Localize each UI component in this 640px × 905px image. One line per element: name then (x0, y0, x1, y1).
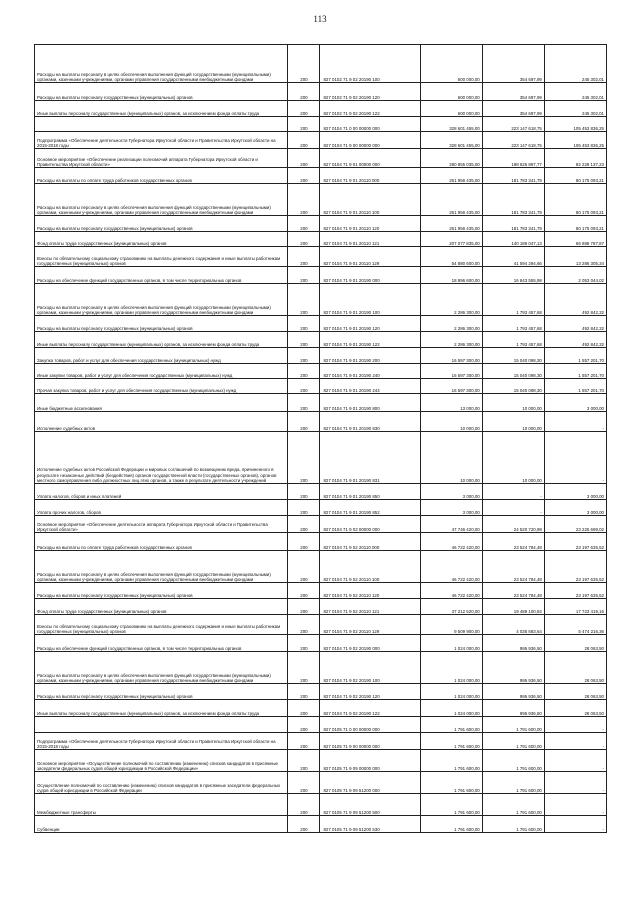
row-done: 4 035 683,64 (482, 615, 544, 635)
row-rest: - (544, 733, 606, 750)
row-done: - (482, 484, 544, 500)
row-rest: 80 175 093,21 (544, 168, 606, 184)
row-name: Фонд оплаты труда государственных (муниципальных) органов (35, 232, 288, 247)
row-rest: 28 063,50 (544, 700, 606, 717)
row-done: 354 697,99 (482, 83, 544, 101)
row-name: Прочая закупка товаров, работ и услуг для обеспечения государственных (муниципальных) нужд (35, 379, 288, 394)
row-done: 23 524 784,48 (482, 533, 544, 551)
row-name: Исполнение судебных актов (35, 412, 288, 432)
row-code: 200 (288, 348, 320, 364)
table-row (35, 348, 607, 364)
row-name: Подпрограмма «Обеспечение деятельности Губернатора Иркутской области и Правительства Иркутской области на 2015-2018 годы (35, 132, 288, 149)
row-rest: 23 197 635,52 (544, 533, 606, 551)
row-kbk: 827 0104 71 9 02 00000 000 (320, 516, 420, 533)
row-plan: 328 601 455,00 (420, 117, 482, 132)
table-row (35, 149, 607, 168)
row-done: 1 793 457,68 (482, 332, 544, 348)
row-code: 200 (288, 267, 320, 284)
row-done: 15 040 098,30 (482, 379, 544, 394)
row-code: 200 (288, 379, 320, 394)
table-row (35, 394, 607, 412)
row-kbk: 827 0102 71 9 02 20190 120 (320, 83, 420, 101)
row-name: Иные выплаты персоналу государственных (муниципальных) органов, за исключением фонда оплаты труда (35, 101, 288, 117)
row-code: 200 (288, 83, 320, 101)
row-kbk: 827 0104 71 9 02 20110 100 (320, 551, 420, 583)
table-row (35, 583, 607, 599)
row-kbk: 827 0104 71 9 02 20190 122 (320, 700, 420, 717)
table-row (35, 316, 607, 332)
row-rest: 492 842,32 (544, 284, 606, 316)
row-name: Взносы по обязательному социальному страхованию на выплаты денежного содержания и иные выплаты работникам государственных (муниципальных) органов (35, 247, 288, 267)
row-rest: 245 302,01 (544, 83, 606, 101)
row-done: 10 000,00 (482, 394, 544, 412)
row-rest: - (544, 772, 606, 794)
row-name (35, 717, 288, 733)
row-code: 200 (288, 45, 320, 83)
row-done: 1 791 600,00 (482, 816, 544, 833)
row-code: 200 (288, 247, 320, 267)
row-code: 200 (288, 216, 320, 232)
row-done: 19 489 100,84 (482, 599, 544, 615)
row-done: 995 936,50 (482, 684, 544, 700)
row-name: Иные выплаты персоналу государственных (муниципальных) органов, за исключением фонда оплаты труда (35, 332, 288, 348)
row-code: 200 (288, 101, 320, 117)
row-rest: 1 557 201,70 (544, 348, 606, 364)
table-row (35, 284, 607, 316)
row-plan: 46 722 420,00 (420, 583, 482, 599)
row-kbk: 827 0102 71 9 02 20190 100 (320, 45, 420, 83)
table-row (35, 117, 607, 132)
row-name: Расходы на выплаты персоналу государственных (муниципальных) органов (35, 583, 288, 599)
row-plan: 600 000,00 (420, 45, 482, 83)
row-rest: 245 302,01 (544, 101, 606, 117)
row-kbk: 827 0104 71 9 01 20190 000 (320, 267, 420, 284)
table-row (35, 684, 607, 700)
row-plan: 1 791 600,00 (420, 717, 482, 733)
row-done: 140 189 047,13 (482, 232, 544, 247)
row-plan: 10 000,00 (420, 432, 482, 484)
table-row (35, 615, 607, 635)
row-name: Основное мероприятие «Осуществление полномочий по составлению (изменению) списков кандидатов в присяжные заседатели федеральных судов общей юрисдикции в Российской Федерации» (35, 750, 288, 772)
row-name: Иные закупки товаров, работ и услуг для обеспечения государственных (муниципальных) нужд (35, 364, 288, 379)
row-kbk: 827 0105 71 9 09 51200 500 (320, 794, 420, 816)
table-row (35, 364, 607, 379)
row-name: Межбюджетные трансферты (35, 794, 288, 816)
row-kbk: 827 0104 71 9 01 20190 830 (320, 412, 420, 432)
page-number: 113 (313, 14, 327, 24)
row-kbk: 827 0104 71 9 01 20190 831 (320, 432, 420, 484)
row-rest: 3 000,00 (544, 484, 606, 500)
row-name: Фонд оплаты труда государственных (муниципальных) органов (35, 599, 288, 615)
row-kbk: 827 0104 71 0 00 00000 000 (320, 117, 420, 132)
row-name: Субвенции (35, 816, 288, 833)
row-rest: 17 723 419,16 (544, 599, 606, 615)
row-code: 200 (288, 500, 320, 516)
row-code: 200 (288, 533, 320, 551)
row-plan: 18 896 600,00 (420, 267, 482, 284)
row-rest: 105 453 836,25 (544, 132, 606, 149)
row-name: Расходы на выплаты по оплате труда работников государственных органов (35, 533, 288, 551)
row-rest: 105 453 836,25 (544, 117, 606, 132)
row-rest: 23 225 699,02 (544, 516, 606, 533)
row-code: 200 (288, 684, 320, 700)
row-code: 200 (288, 772, 320, 794)
row-done: - (482, 500, 544, 516)
row-code: 200 (288, 635, 320, 652)
row-plan: 16 597 300,00 (420, 364, 482, 379)
row-plan: 10 000,00 (420, 412, 482, 432)
row-code: 200 (288, 364, 320, 379)
row-rest: 80 175 093,21 (544, 184, 606, 216)
row-plan: 261 956 435,00 (420, 216, 482, 232)
row-rest: 13 286 305,34 (544, 247, 606, 267)
row-rest: - (544, 412, 606, 432)
row-code: 200 (288, 149, 320, 168)
row-rest: - (544, 432, 606, 484)
row-done: 995 936,50 (482, 635, 544, 652)
row-rest: - (544, 750, 606, 772)
row-kbk: 827 0104 71 9 02 20190 100 (320, 652, 420, 684)
row-name: Расходы на выплаты персоналу государственных (муниципальных) органов (35, 216, 288, 232)
table-row (35, 184, 607, 216)
row-plan: 600 000,00 (420, 83, 482, 101)
row-name: Иные выплаты персоналу государственных (муниципальных) органов, за исключением фонда оплаты труда (35, 700, 288, 717)
row-kbk: 827 0104 71 9 01 20190 240 (320, 364, 420, 379)
row-done: 1 791 600,00 (482, 794, 544, 816)
row-code: 200 (288, 332, 320, 348)
row-rest: 28 063,50 (544, 635, 606, 652)
row-name: Расходы на выплаты персоналу в целях обеспечения выполнения функций государственными (муниципальными) органами, казенными учреждениями, органами управления государственными внебюджетными фондами (35, 45, 288, 83)
row-name: Расходы на выплаты персоналу в целях обеспечения выполнения функций государственными (муниципальными) органами, казенными учреждениями, органами управления государственными внебюджетными фондами (35, 652, 288, 684)
row-plan: 1 791 600,00 (420, 750, 482, 772)
row-name: Исполнение судебных актов Российской Федерации и мировых соглашений по возмещению вреда, причиненного в результате незаконных действий (бездействия) органов государственной власти (государственных органов), органов местного самоуправления либо должностных лиц этих органов, а также в результате деятельности учреждений (35, 432, 288, 484)
table-row (35, 700, 607, 717)
row-done: 23 524 784,48 (482, 551, 544, 583)
row-plan: 16 597 300,00 (420, 379, 482, 394)
table-row (35, 551, 607, 583)
row-code: 200 (288, 583, 320, 599)
row-kbk: 827 0104 71 9 01 20190 850 (320, 484, 420, 500)
row-code: 200 (288, 717, 320, 733)
table-row (35, 267, 607, 284)
table-row (35, 516, 607, 533)
row-plan: 16 597 300,00 (420, 348, 482, 364)
row-code: 200 (288, 816, 320, 833)
row-name: Расходы на выплаты по оплате труда работников государственных органов (35, 168, 288, 184)
table-row (35, 332, 607, 348)
row-done: 181 783 341,79 (482, 168, 544, 184)
row-code: 200 (288, 316, 320, 332)
table-row (35, 216, 607, 232)
row-done: 16 843 555,98 (482, 267, 544, 284)
table-row (35, 794, 607, 816)
row-name: Осуществление полномочий по составлению (изменению) списков кандидатов в присяжные заседатели федеральных судов общей юрисдикции в Российской Федерации (35, 772, 288, 794)
row-rest: 23 197 635,52 (544, 583, 606, 599)
budget-table (34, 44, 607, 833)
row-plan: 46 722 420,00 (420, 551, 482, 583)
row-code: 200 (288, 551, 320, 583)
row-kbk: 827 0104 71 9 01 20190 852 (320, 500, 420, 516)
row-plan: 2 286 300,00 (420, 284, 482, 316)
table-row (35, 652, 607, 684)
row-code: 200 (288, 484, 320, 500)
row-plan: 1 791 600,00 (420, 733, 482, 750)
row-kbk: 827 0105 71 9 09 51200 530 (320, 816, 420, 833)
row-kbk: 827 0105 71 9 09 00000 000 (320, 750, 420, 772)
row-name: Расходы на выплаты персоналу государственных (муниципальных) органов (35, 684, 288, 700)
row-plan: 37 212 520,00 (420, 599, 482, 615)
row-kbk: 827 0104 71 9 02 20110 129 (320, 615, 420, 635)
row-done: 1 793 457,68 (482, 284, 544, 316)
row-done: 223 147 618,75 (482, 132, 544, 149)
row-plan: 1 791 600,00 (420, 794, 482, 816)
row-code: 200 (288, 794, 320, 816)
row-plan: 46 722 420,00 (420, 533, 482, 551)
row-name: Расходы на выплаты персоналу в целях обеспечения выполнения функций государственными (муниципальными) органами, казенными учреждениями, органами управления государственными внебюджетными фондами (35, 184, 288, 216)
row-kbk: 827 0104 71 9 01 20190 244 (320, 379, 420, 394)
row-done: 198 626 897,77 (482, 149, 544, 168)
row-rest: 28 063,50 (544, 652, 606, 684)
row-rest: 66 888 787,87 (544, 232, 606, 247)
row-kbk: 827 0104 71 9 02 20110 120 (320, 583, 420, 599)
table-row (35, 816, 607, 833)
row-kbk: 827 0105 71 9 00 00000 000 (320, 733, 420, 750)
row-code: 200 (288, 750, 320, 772)
row-kbk: 827 0104 71 9 01 20190 200 (320, 348, 420, 364)
row-kbk: 827 0104 71 9 01 20190 120 (320, 316, 420, 332)
row-rest: 3 000,00 (544, 394, 606, 412)
row-code: 200 (288, 168, 320, 184)
row-plan: 261 956 435,00 (420, 168, 482, 184)
row-kbk: 827 0104 71 9 01 20110 100 (320, 184, 420, 216)
row-plan: 1 024 000,00 (420, 635, 482, 652)
row-code: 200 (288, 394, 320, 412)
row-plan: 600 000,00 (420, 101, 482, 117)
row-name (35, 117, 288, 132)
row-code: 200 (288, 412, 320, 432)
row-name: Иные бюджетные ассигнования (35, 394, 288, 412)
table-row (35, 733, 607, 750)
row-code: 200 (288, 117, 320, 132)
row-kbk: 827 0105 71 0 00 00000 000 (320, 717, 420, 733)
row-plan: 3 000,00 (420, 484, 482, 500)
row-name: Расходы на выплаты персоналу в целях обеспечения выполнения функций государственными (муниципальными) органами, казенными учреждениями, органами управления государственными внебюджетными фондами (35, 551, 288, 583)
row-code: 200 (288, 232, 320, 247)
row-done: 1 791 600,00 (482, 733, 544, 750)
row-plan: 3 000,00 (420, 500, 482, 516)
row-code: 200 (288, 615, 320, 635)
table-row (35, 247, 607, 267)
table-row (35, 379, 607, 394)
row-plan: 1 024 000,00 (420, 700, 482, 717)
row-done: 995 936,50 (482, 700, 544, 717)
row-plan: 1 024 000,00 (420, 652, 482, 684)
row-rest: 2 053 044,02 (544, 267, 606, 284)
row-done: 15 040 098,30 (482, 348, 544, 364)
row-kbk: 827 0104 71 9 01 00000 000 (320, 149, 420, 168)
row-plan: 13 000,00 (420, 394, 482, 412)
row-done: 10 000,00 (482, 432, 544, 484)
row-done: 15 040 098,30 (482, 364, 544, 379)
row-plan: 2 286 300,00 (420, 332, 482, 348)
row-plan: 54 880 600,00 (420, 247, 482, 267)
row-plan: 1 791 600,00 (420, 772, 482, 794)
row-plan: 207 077 835,00 (420, 232, 482, 247)
row-plan: 1 791 600,00 (420, 816, 482, 833)
table-row (35, 500, 607, 516)
row-code: 200 (288, 652, 320, 684)
table-row (35, 432, 607, 484)
row-code: 200 (288, 733, 320, 750)
row-rest: 1 557 201,70 (544, 364, 606, 379)
row-kbk: 827 0105 71 9 09 51200 000 (320, 772, 420, 794)
table-row (35, 45, 607, 83)
row-kbk: 827 0102 71 9 02 20190 122 (320, 101, 420, 117)
row-name: Подпрограмма «Обеспечение деятельности Губернатора Иркутской области и Правительства Иркутской области на 2015-2018 годы (35, 733, 288, 750)
row-rest: 5 474 216,36 (544, 615, 606, 635)
row-done: 10 000,00 (482, 412, 544, 432)
row-kbk: 827 0104 71 9 01 20110 000 (320, 168, 420, 184)
row-name: Уплата прочих налогов, сборов (35, 500, 288, 516)
row-plan: 280 855 035,00 (420, 149, 482, 168)
row-kbk: 827 0104 71 9 01 20110 120 (320, 216, 420, 232)
budget-table-body (35, 45, 607, 833)
table-row (35, 83, 607, 101)
row-plan: 47 746 420,00 (420, 516, 482, 533)
row-name: Основное мероприятие «Обеспечение деятельности аппарата Губернатора Иркутской области и Правительства Иркутской области» (35, 516, 288, 533)
row-kbk: 827 0104 71 9 02 20190 000 (320, 635, 420, 652)
row-code: 200 (288, 184, 320, 216)
table-row (35, 750, 607, 772)
row-name: Основное мероприятие «Обеспечение реализации полномочий аппарата Губернатора Иркутской области и Правительства Иркутской области» (35, 149, 288, 168)
row-done: 1 791 600,00 (482, 772, 544, 794)
row-plan: 261 956 435,00 (420, 184, 482, 216)
row-name: Расходы на выплаты персоналу в целях обеспечения выполнения функций государственными (муниципальными) органами, казенными учреждениями, органами управления государственными внебюджетными фондами (35, 284, 288, 316)
row-plan: 2 286 300,00 (420, 316, 482, 332)
row-done: 1 791 600,00 (482, 717, 544, 733)
row-kbk: 827 0104 71 9 02 20190 120 (320, 684, 420, 700)
row-kbk: 827 0104 71 9 01 20190 122 (320, 332, 420, 348)
row-rest: - (544, 717, 606, 733)
row-rest: 1 557 201,70 (544, 379, 606, 394)
row-name: Уплата налогов, сборов и иных платежей (35, 484, 288, 500)
row-rest: 245 302,01 (544, 45, 606, 83)
table-row (35, 232, 607, 247)
row-name: Расходы на обеспечение функций государственных органов, в том числе территориальных органов (35, 635, 288, 652)
row-code: 200 (288, 284, 320, 316)
row-name: Расходы на обеспечение функций государственных органов, в том числе территориальных органов (35, 267, 288, 284)
row-name: Закупка товаров, работ и услуг для обеспечения государственных (муниципальных) нужд (35, 348, 288, 364)
row-kbk: 827 0104 71 9 01 20110 129 (320, 247, 420, 267)
row-kbk: 827 0104 71 9 02 20110 000 (320, 533, 420, 551)
row-code: 200 (288, 599, 320, 615)
row-code: 200 (288, 516, 320, 533)
row-rest: 28 063,50 (544, 684, 606, 700)
row-name: Расходы на выплаты персоналу государственных (муниципальных) органов (35, 316, 288, 332)
table-row (35, 412, 607, 432)
table-row (35, 772, 607, 794)
row-name: Взносы по обязательному социальному страхованию на выплаты денежного содержания и иные выплаты работникам государственных (муниципальных) органов (35, 615, 288, 635)
row-rest: - (544, 794, 606, 816)
row-rest: - (544, 816, 606, 833)
table-row (35, 484, 607, 500)
row-done: 24 520 720,98 (482, 516, 544, 533)
row-rest: 23 197 635,52 (544, 551, 606, 583)
row-name: Расходы на выплаты персоналу государственных (муниципальных) органов (35, 83, 288, 101)
row-kbk: 827 0104 71 9 02 20110 121 (320, 599, 420, 615)
row-done: 223 147 618,75 (482, 117, 544, 132)
row-kbk: 827 0104 71 9 01 20110 121 (320, 232, 420, 247)
row-kbk: 827 0104 71 9 01 20190 100 (320, 284, 420, 316)
row-code: 200 (288, 132, 320, 149)
table-row (35, 132, 607, 149)
table-row (35, 168, 607, 184)
row-done: 41 594 294,66 (482, 247, 544, 267)
row-done: 181 783 341,79 (482, 216, 544, 232)
row-rest: 82 228 137,23 (544, 149, 606, 168)
row-done: 23 524 784,48 (482, 583, 544, 599)
row-kbk: 827 0104 71 9 01 20190 800 (320, 394, 420, 412)
row-done: 354 697,99 (482, 101, 544, 117)
table-row (35, 533, 607, 551)
row-plan: 328 601 455,00 (420, 132, 482, 149)
row-rest: 3 000,00 (544, 500, 606, 516)
table-row (35, 635, 607, 652)
row-plan: 1 024 000,00 (420, 684, 482, 700)
row-kbk: 827 0104 71 9 00 00000 000 (320, 132, 420, 149)
row-code: 200 (288, 700, 320, 717)
row-done: 1 791 600,00 (482, 750, 544, 772)
table-row (35, 599, 607, 615)
row-done: 354 697,99 (482, 45, 544, 83)
table-row (35, 717, 607, 733)
row-rest: 492 842,32 (544, 332, 606, 348)
row-plan: 9 509 900,00 (420, 615, 482, 635)
row-rest: 492 842,32 (544, 316, 606, 332)
row-done: 995 936,50 (482, 652, 544, 684)
row-rest: 80 175 093,21 (544, 216, 606, 232)
row-code: 200 (288, 432, 320, 484)
table-row (35, 101, 607, 117)
row-done: 1 793 457,68 (482, 316, 544, 332)
row-done: 181 783 341,79 (482, 184, 544, 216)
